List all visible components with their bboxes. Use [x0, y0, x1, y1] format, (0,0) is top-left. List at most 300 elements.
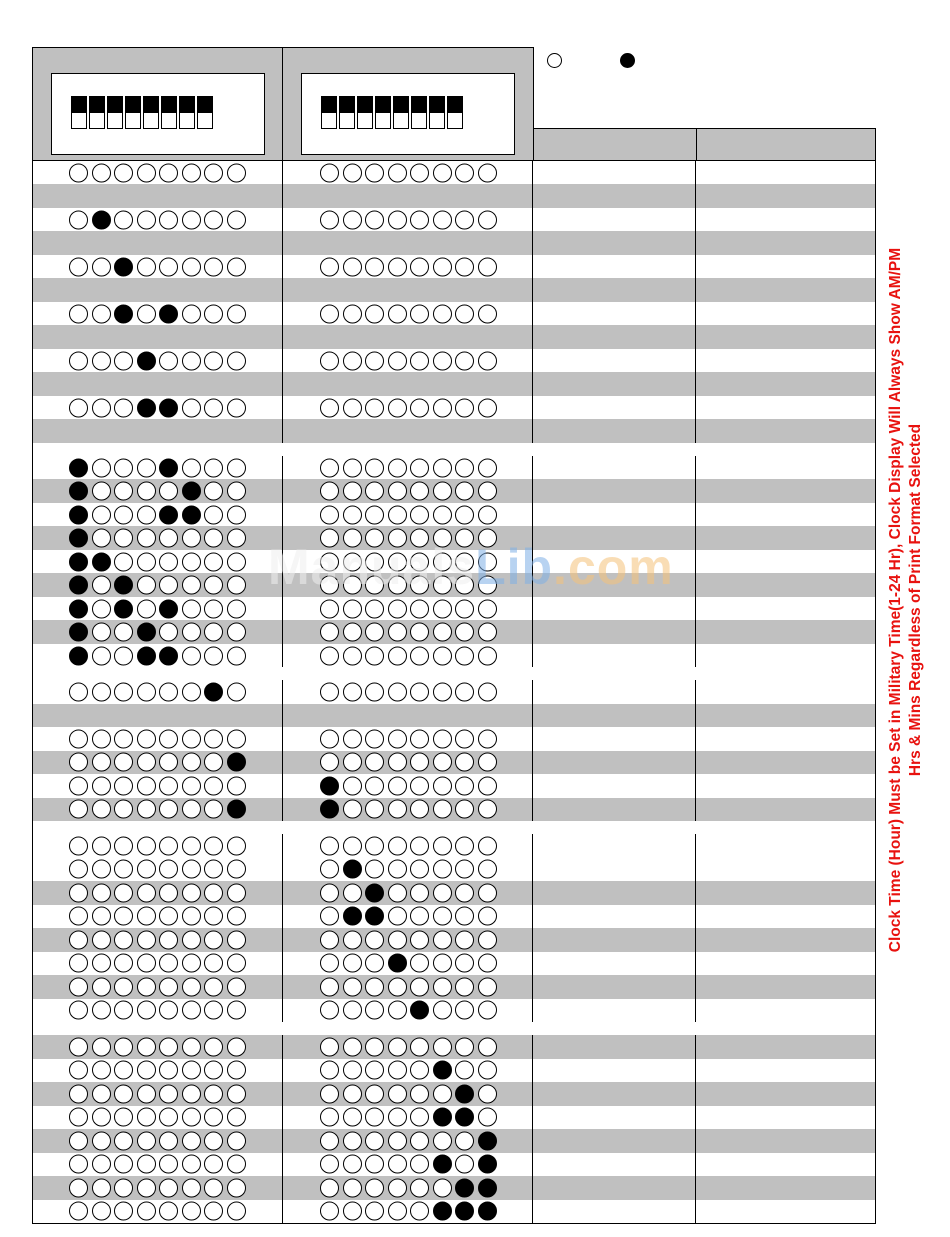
switch-off-circle-icon: [388, 576, 407, 595]
switch-off-circle-icon: [137, 753, 156, 772]
switch-off-circle-icon: [159, 682, 178, 701]
table-cell: [32, 479, 283, 502]
table-cell: [283, 479, 533, 502]
switch-off-circle-icon: [343, 1037, 362, 1056]
switch-off-circle-icon: [343, 1202, 362, 1221]
switch-off-circle-icon: [343, 1131, 362, 1150]
switch-off-circle-icon: [343, 163, 362, 182]
table-cell: [32, 620, 283, 643]
table-cell: [283, 208, 533, 231]
switch-off-circle-icon: [365, 599, 384, 618]
switch-off-circle-icon: [69, 351, 88, 370]
switch-off-circle-icon: [365, 776, 384, 795]
switch-off-circle-icon: [433, 576, 452, 595]
switch-off-circle-icon: [320, 753, 339, 772]
switch-off-circle-icon: [227, 599, 246, 618]
switch-position-dots: [69, 776, 249, 795]
switch-off-circle-icon: [455, 729, 474, 748]
table-cell: [533, 928, 696, 951]
switch-off-circle-icon: [433, 682, 452, 701]
table-cell: [696, 1129, 876, 1152]
table-cell: [696, 1153, 876, 1176]
switch-off-circle-icon: [114, 682, 133, 701]
switch-off-circle-icon: [69, 1084, 88, 1103]
table-cell: [533, 479, 696, 502]
table-cell: [32, 999, 283, 1022]
switch-off-circle-icon: [137, 1202, 156, 1221]
switch-position-dots: [320, 860, 500, 879]
table-cell: [283, 597, 533, 620]
switch-on-circle-icon: [69, 576, 88, 595]
switch-off-circle-icon: [204, 552, 223, 571]
switch-off-circle-icon: [114, 646, 133, 665]
switch-off-circle-icon: [204, 623, 223, 642]
switch-on-circle-icon: [182, 482, 201, 501]
switch-off-circle-icon: [433, 883, 452, 902]
table-cell: [283, 1035, 533, 1058]
table-cell: [696, 928, 876, 951]
switch-on-circle-icon: [114, 576, 133, 595]
switch-off-circle-icon: [433, 257, 452, 276]
switch-position-dots: [320, 623, 500, 642]
table-cell: [533, 419, 696, 442]
switch-position-dots: [69, 1202, 249, 1221]
table-cell: [283, 881, 533, 904]
switch-off-circle-icon: [69, 1061, 88, 1080]
table-cell: [533, 349, 696, 372]
table-row: [32, 325, 876, 349]
table-row: [32, 798, 876, 822]
switch-position-dots: [69, 883, 249, 902]
switch-off-circle-icon: [388, 753, 407, 772]
table-cell: [696, 1200, 876, 1223]
dip-switch-row-icon: [321, 96, 465, 129]
table-cell: [696, 396, 876, 419]
switch-off-circle-icon: [478, 954, 497, 973]
switch-off-circle-icon: [388, 623, 407, 642]
switch-position-dots: [69, 505, 249, 524]
switch-position-dots: [320, 977, 500, 996]
switch-off-circle-icon: [365, 529, 384, 548]
switch-off-circle-icon: [343, 977, 362, 996]
switch-off-circle-icon: [114, 458, 133, 477]
switch-off-circle-icon: [69, 954, 88, 973]
switch-off-circle-icon: [114, 836, 133, 855]
switch-off-circle-icon: [320, 907, 339, 926]
switch-position-dots: [320, 599, 500, 618]
table-cell: [283, 231, 533, 254]
watermark-logo: ManualsLib.com: [268, 539, 674, 595]
table-cell: [283, 1200, 533, 1223]
switch-on-circle-icon: [478, 1131, 497, 1150]
table-cell: [32, 550, 283, 573]
switch-off-circle-icon: [69, 398, 88, 417]
switch-off-circle-icon: [69, 1178, 88, 1197]
switch-off-circle-icon: [410, 800, 429, 819]
switch-off-circle-icon: [204, 529, 223, 548]
table-cell: [32, 184, 283, 207]
table-cell: [696, 881, 876, 904]
switch-off-circle-icon: [343, 257, 362, 276]
switch-position-dots: [320, 1061, 500, 1080]
switch-position-dots: [320, 458, 500, 477]
table-cell: [696, 952, 876, 975]
switch-off-circle-icon: [433, 351, 452, 370]
switch-off-circle-icon: [204, 505, 223, 524]
table-row: [32, 573, 876, 597]
switch-off-circle-icon: [455, 599, 474, 618]
switch-off-circle-icon: [92, 729, 111, 748]
table-cell: [696, 1082, 876, 1105]
table-spacer-row: [32, 443, 876, 457]
switch-off-circle-icon: [204, 257, 223, 276]
switch-off-circle-icon: [92, 753, 111, 772]
switch-off-circle-icon: [455, 907, 474, 926]
switch-off-circle-icon: [455, 1155, 474, 1174]
switch-off-circle-icon: [114, 800, 133, 819]
switch-off-circle-icon: [204, 1178, 223, 1197]
switch-on-circle-icon: [92, 210, 111, 229]
dip-switch-icon: [161, 96, 177, 129]
table-cell: [32, 302, 283, 325]
dip-switch-icon: [143, 96, 159, 129]
switch-on-circle-icon: [69, 458, 88, 477]
switch-off-circle-icon: [182, 800, 201, 819]
switch-off-circle-icon: [159, 776, 178, 795]
switch-off-circle-icon: [69, 776, 88, 795]
switch-off-circle-icon: [182, 1037, 201, 1056]
switch-off-circle-icon: [478, 1037, 497, 1056]
switch-off-circle-icon: [478, 1061, 497, 1080]
switch-on-circle-icon: [159, 398, 178, 417]
switch-off-circle-icon: [410, 210, 429, 229]
switch-off-circle-icon: [478, 529, 497, 548]
switch-off-circle-icon: [410, 907, 429, 926]
switch-off-circle-icon: [478, 163, 497, 182]
switch-off-circle-icon: [388, 210, 407, 229]
switch-position-dots: [320, 1178, 500, 1197]
switch-off-circle-icon: [114, 1108, 133, 1127]
table-row: [32, 419, 876, 443]
switch-off-circle-icon: [92, 482, 111, 501]
switch-off-circle-icon: [320, 977, 339, 996]
dip-switch-icon: [71, 96, 87, 129]
switch-position-dots: [69, 210, 249, 229]
switch-off-circle-icon: [204, 1131, 223, 1150]
switch-off-circle-icon: [455, 1131, 474, 1150]
switch-off-circle-icon: [182, 1061, 201, 1080]
switch-off-circle-icon: [410, 163, 429, 182]
table-cell: [283, 620, 533, 643]
switch-off-circle-icon: [114, 729, 133, 748]
dip-switch-icon: [89, 96, 105, 129]
switch-on-circle-icon: [455, 1178, 474, 1197]
switch-off-circle-icon: [388, 163, 407, 182]
switch-on-circle-icon: [137, 623, 156, 642]
table-row: [32, 1106, 876, 1130]
table-cell: [533, 704, 696, 727]
switch-position-dots: [320, 954, 500, 973]
switch-off-circle-icon: [227, 398, 246, 417]
dip-switch-row-icon: [71, 96, 215, 129]
switch-off-circle-icon: [227, 1061, 246, 1080]
switch-off-circle-icon: [159, 163, 178, 182]
switch-off-circle-icon: [388, 482, 407, 501]
switch-off-circle-icon: [478, 800, 497, 819]
switch-off-circle-icon: [455, 883, 474, 902]
switch-off-circle-icon: [455, 682, 474, 701]
switch-on-circle-icon: [478, 1155, 497, 1174]
switch-off-circle-icon: [365, 1108, 384, 1127]
switch-off-circle-icon: [227, 552, 246, 571]
table-cell: [32, 396, 283, 419]
switch-off-circle-icon: [320, 398, 339, 417]
switch-position-dots: [320, 482, 500, 501]
table-row: [32, 975, 876, 999]
table-cell: [533, 597, 696, 620]
switch-position-dots: [320, 1084, 500, 1103]
switch-on-circle-icon: [365, 883, 384, 902]
switch-off-circle-icon: [227, 1155, 246, 1174]
switch-off-circle-icon: [365, 482, 384, 501]
table-cell: [696, 1106, 876, 1129]
switch-on-circle-icon: [227, 753, 246, 772]
switch-off-circle-icon: [343, 954, 362, 973]
switch-off-circle-icon: [227, 1131, 246, 1150]
switch-off-circle-icon: [137, 458, 156, 477]
switch-off-circle-icon: [478, 257, 497, 276]
switch-off-circle-icon: [433, 529, 452, 548]
switch-off-circle-icon: [410, 1061, 429, 1080]
switch-off-circle-icon: [92, 1001, 111, 1020]
switch-off-circle-icon: [433, 954, 452, 973]
switch-on-circle-icon: [343, 860, 362, 879]
switch-off-circle-icon: [69, 753, 88, 772]
table-cell: [533, 905, 696, 928]
switch-off-circle-icon: [182, 682, 201, 701]
switch-position-dots: [69, 800, 249, 819]
switch-position-dots: [320, 800, 500, 819]
switch-off-circle-icon: [410, 529, 429, 548]
switch-off-circle-icon: [365, 1202, 384, 1221]
switch-off-circle-icon: [320, 682, 339, 701]
switch-position-dots: [69, 623, 249, 642]
switch-position-dots: [320, 883, 500, 902]
switch-off-circle-icon: [365, 729, 384, 748]
switch-off-circle-icon: [388, 552, 407, 571]
header-switch-bank-2: [282, 47, 534, 161]
switch-off-circle-icon: [455, 351, 474, 370]
table-row: [32, 255, 876, 279]
table-cell: [32, 1200, 283, 1223]
switch-off-circle-icon: [343, 1001, 362, 1020]
switch-off-circle-icon: [388, 257, 407, 276]
legend-on-circle-icon: [620, 53, 635, 68]
switch-off-circle-icon: [92, 907, 111, 926]
table-cell: [696, 503, 876, 526]
switch-position-dots: [69, 257, 249, 276]
switch-off-circle-icon: [410, 552, 429, 571]
switch-position-dots: [69, 860, 249, 879]
table-row: [32, 184, 876, 208]
switch-off-circle-icon: [455, 257, 474, 276]
switch-off-circle-icon: [410, 729, 429, 748]
table-cell: [32, 952, 283, 975]
header-switch-bank-1: [32, 47, 283, 161]
table-cell: [533, 999, 696, 1022]
switch-on-circle-icon: [69, 599, 88, 618]
switch-off-circle-icon: [114, 930, 133, 949]
switch-off-circle-icon: [159, 351, 178, 370]
switch-off-circle-icon: [227, 505, 246, 524]
switch-position-dots: [320, 351, 500, 370]
table-cell: [32, 905, 283, 928]
switch-position-dots: [69, 576, 249, 595]
switch-off-circle-icon: [114, 776, 133, 795]
switch-off-circle-icon: [343, 552, 362, 571]
switch-off-circle-icon: [159, 1037, 178, 1056]
table-cell: [533, 644, 696, 667]
switch-position-dots: [69, 729, 249, 748]
switch-off-circle-icon: [388, 836, 407, 855]
header-column-3: [533, 128, 697, 161]
switch-off-circle-icon: [388, 304, 407, 323]
switch-off-circle-icon: [114, 351, 133, 370]
switch-off-circle-icon: [227, 883, 246, 902]
switch-off-circle-icon: [388, 1202, 407, 1221]
table-cell: [533, 396, 696, 419]
switch-off-circle-icon: [365, 753, 384, 772]
switch-off-circle-icon: [69, 210, 88, 229]
switch-off-circle-icon: [159, 623, 178, 642]
table-cell: [533, 1082, 696, 1105]
table-cell: [283, 349, 533, 372]
switch-position-dots: [320, 1001, 500, 1020]
table-cell: [283, 419, 533, 442]
switch-off-circle-icon: [159, 860, 178, 879]
table-cell: [32, 1176, 283, 1199]
switch-off-circle-icon: [159, 1001, 178, 1020]
switch-off-circle-icon: [69, 930, 88, 949]
switch-off-circle-icon: [114, 1084, 133, 1103]
table-row: [32, 1059, 876, 1083]
switch-off-circle-icon: [137, 210, 156, 229]
table-cell: [283, 1176, 533, 1199]
switch-off-circle-icon: [92, 599, 111, 618]
dip-switch-bank-1: [51, 73, 265, 155]
switch-position-dots: [69, 954, 249, 973]
switch-off-circle-icon: [92, 682, 111, 701]
switch-off-circle-icon: [69, 836, 88, 855]
switch-off-circle-icon: [343, 800, 362, 819]
table-cell: [283, 1082, 533, 1105]
table-cell: [533, 1153, 696, 1176]
switch-off-circle-icon: [478, 210, 497, 229]
table-cell: [283, 302, 533, 325]
dip-switch-icon: [179, 96, 195, 129]
dip-switch-icon: [339, 96, 355, 129]
switch-off-circle-icon: [343, 930, 362, 949]
switch-off-circle-icon: [182, 623, 201, 642]
table-cell: [533, 798, 696, 821]
switch-off-circle-icon: [478, 1001, 497, 1020]
switch-position-dots: [320, 1108, 500, 1127]
switch-off-circle-icon: [204, 304, 223, 323]
switch-off-circle-icon: [320, 1037, 339, 1056]
table-row: [32, 456, 876, 480]
switch-off-circle-icon: [159, 883, 178, 902]
table-cell: [283, 573, 533, 596]
table-cell: [533, 1176, 696, 1199]
switch-off-circle-icon: [137, 860, 156, 879]
table-cell: [533, 161, 696, 184]
switch-off-circle-icon: [343, 1178, 362, 1197]
switch-off-circle-icon: [320, 1178, 339, 1197]
switch-position-dots: [320, 930, 500, 949]
switch-off-circle-icon: [92, 1084, 111, 1103]
table-cell: [696, 999, 876, 1022]
switch-off-circle-icon: [92, 1131, 111, 1150]
switch-off-circle-icon: [320, 599, 339, 618]
table-row: [32, 503, 876, 527]
switch-off-circle-icon: [410, 836, 429, 855]
switch-off-circle-icon: [388, 682, 407, 701]
switch-off-circle-icon: [455, 482, 474, 501]
switch-position-dots: [69, 1037, 249, 1056]
switch-position-dots: [69, 907, 249, 926]
table-cell: [283, 325, 533, 348]
switch-off-circle-icon: [478, 682, 497, 701]
table-cell: [696, 774, 876, 797]
table-right-border: [875, 128, 876, 1223]
table-row: [32, 774, 876, 798]
table-cell: [696, 644, 876, 667]
switch-off-circle-icon: [365, 1001, 384, 1020]
table-cell: [32, 1129, 283, 1152]
switch-off-circle-icon: [227, 458, 246, 477]
switch-off-circle-icon: [433, 1084, 452, 1103]
switch-off-circle-icon: [433, 930, 452, 949]
table-cell: [32, 231, 283, 254]
switch-off-circle-icon: [388, 1001, 407, 1020]
table-row: [32, 396, 876, 420]
switch-off-circle-icon: [227, 1037, 246, 1056]
switch-off-circle-icon: [455, 930, 474, 949]
table-cell: [533, 573, 696, 596]
switch-off-circle-icon: [182, 304, 201, 323]
table-row: [32, 928, 876, 952]
switch-off-circle-icon: [69, 907, 88, 926]
switch-position-dots: [69, 529, 249, 548]
switch-off-circle-icon: [433, 1131, 452, 1150]
switch-off-circle-icon: [204, 576, 223, 595]
switch-off-circle-icon: [388, 800, 407, 819]
switch-off-circle-icon: [455, 860, 474, 879]
switch-off-circle-icon: [410, 860, 429, 879]
switch-off-circle-icon: [204, 646, 223, 665]
switch-off-circle-icon: [455, 163, 474, 182]
switch-off-circle-icon: [410, 304, 429, 323]
switch-off-circle-icon: [227, 1108, 246, 1127]
switch-position-dots: [320, 576, 500, 595]
switch-off-circle-icon: [114, 860, 133, 879]
table-cell: [696, 372, 876, 395]
switch-off-circle-icon: [455, 576, 474, 595]
switch-on-circle-icon: [69, 552, 88, 571]
table-cell: [533, 1106, 696, 1129]
switch-off-circle-icon: [69, 860, 88, 879]
switch-off-circle-icon: [69, 257, 88, 276]
